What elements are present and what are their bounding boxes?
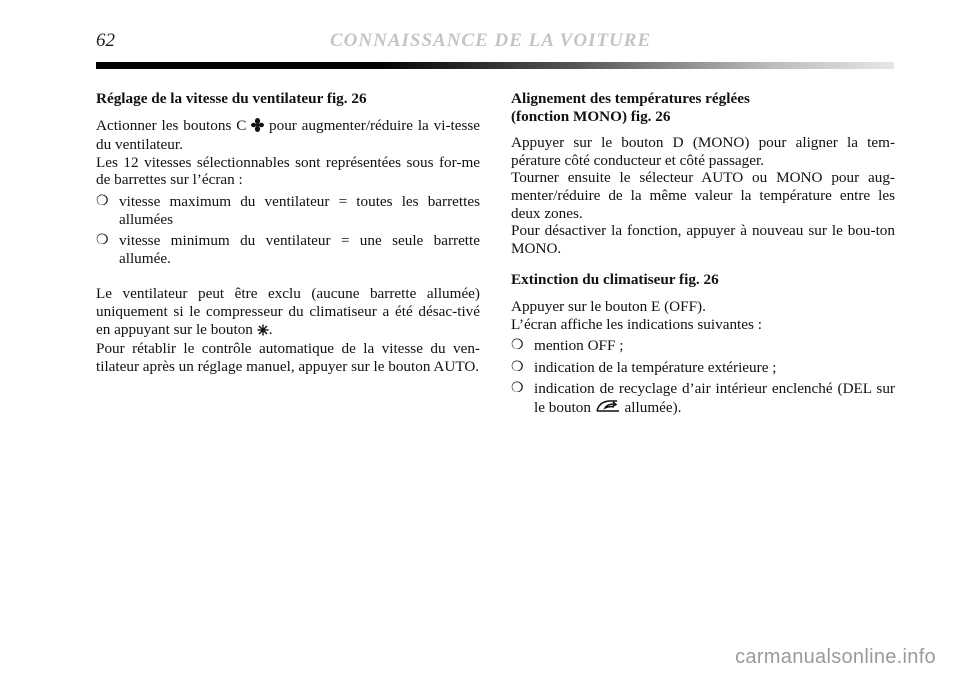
- heading-line: Alignement des températures réglées: [511, 90, 750, 107]
- list-item-text: vitesse minimum du ventilateur = une seule barrette allumée.: [119, 232, 480, 267]
- section-heading-ac-off: Extinction du climatiseur fig. 26: [511, 271, 719, 289]
- list-item-text: allumée).: [624, 398, 682, 416]
- list-item-text: indication de la température extérieure ;: [534, 358, 777, 376]
- paragraph: L’écran affiche les indications suivantes :: [511, 315, 762, 333]
- bullet-mark: ❍: [511, 381, 524, 397]
- fan-icon: [251, 118, 264, 137]
- running-head: CONNAISSANCE DE LA VOITURE: [330, 30, 652, 51]
- text-span: Actionner les boutons C: [96, 116, 247, 134]
- paragraph: [96, 285, 480, 340]
- bullet-mark: ❍: [511, 359, 524, 375]
- air-recirculation-icon: [595, 398, 621, 419]
- heading-line: (fonction MONO) fig. 26: [511, 107, 671, 125]
- paragraph: Pour désactiver la fonction, appuyer à nouveau sur le bou-ton MONO.: [511, 222, 895, 257]
- paragraph: Tourner ensuite le sélecteur AUTO ou MONO pour aug-menter/réduire de la même valeur la température entre les deux zones.: [511, 169, 895, 222]
- paragraph: Pour rétablir le contrôle automatique de la vitesse du ven-tilateur après un réglage manuel, appuyer sur le bouton AUTO.: [96, 340, 480, 375]
- text-span: .: [268, 320, 273, 338]
- list-item: [511, 359, 895, 377]
- list-item-text: indication de recyclage d’air intérieur enclenché (DEL sur le bouton: [534, 380, 895, 416]
- list-item: [511, 337, 895, 355]
- right-column: [511, 90, 895, 423]
- watermark: carmanualsonline.info: [735, 646, 936, 668]
- left-column: [96, 90, 480, 375]
- list-item-text: vitesse maximum du ventilateur = toutes les barrettes allumées: [119, 192, 480, 228]
- list-item: [96, 193, 480, 228]
- snowflake-icon: [257, 323, 269, 341]
- list-item: [96, 232, 480, 267]
- page-number: 62: [96, 30, 115, 51]
- paragraph: Appuyer sur le bouton E (OFF).: [511, 297, 706, 315]
- paragraph: Les 12 vitesses sélectionnables sont représentées sous for-me de barrettes sur l’écran :: [96, 153, 480, 189]
- section-heading-mono: [511, 90, 895, 125]
- paragraph: Appuyer sur le bouton D (MONO) pour aligner la tem-pérature côté conducteur et côté passager.: [511, 134, 895, 169]
- header-rule: [96, 62, 894, 69]
- list-item-text: mention OFF ;: [534, 337, 624, 355]
- bullet-mark: ❍: [96, 233, 109, 249]
- paragraph: [96, 117, 480, 154]
- text-span: Le ventilateur peut être exclu (aucune barrette allumée) uniquement si le compresseur du climatiseur a été désac-tivé en appuyant sur le bouton: [96, 285, 480, 338]
- section-heading-fan-speed: Réglage de la vitesse du ventilateur fig. 26: [96, 90, 367, 107]
- bullet-mark: ❍: [511, 338, 524, 354]
- text-span: pour augmenter/réduire la vi-tesse du ventilateur.: [96, 116, 481, 154]
- bullet-mark: ❍: [96, 193, 109, 209]
- list-item: [511, 380, 895, 418]
